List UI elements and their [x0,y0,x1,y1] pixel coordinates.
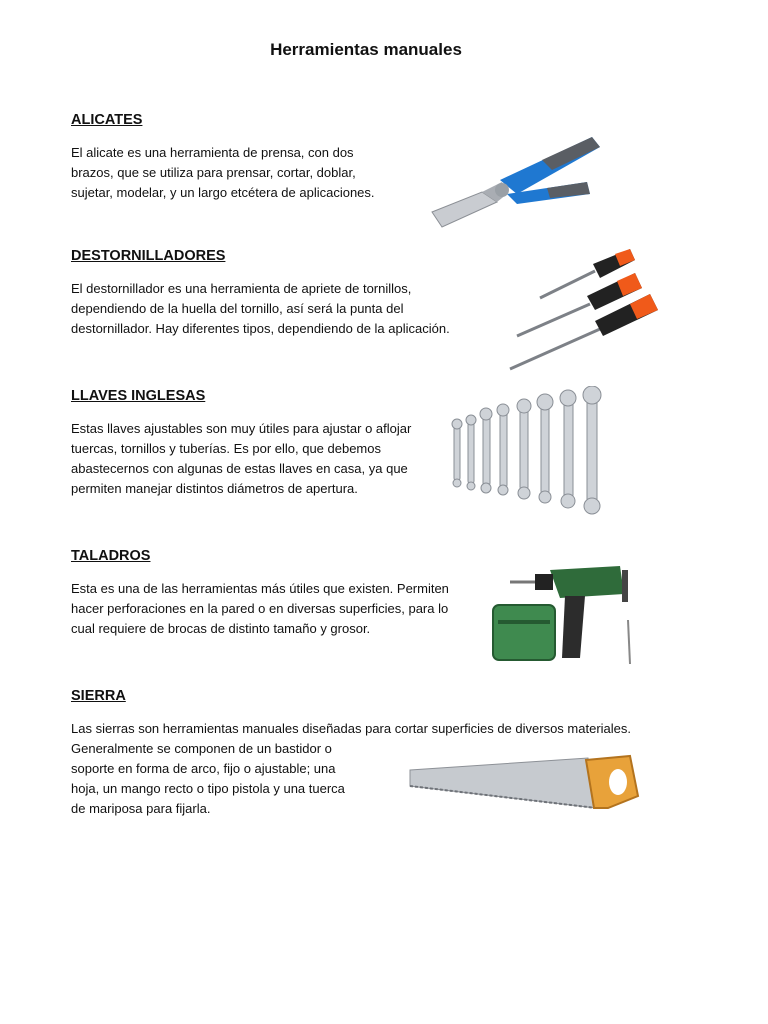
drill-image [490,560,638,670]
body-line: soporte en forma de arco, fijo o ajustable; una [71,761,336,776]
handsaw-image [408,752,640,818]
body-line: abastecernos con algunas de estas llaves en casa, ya que [71,461,408,476]
page-title: Herramientas manuales [270,40,462,59]
body-line: hacer perforaciones en la pared o en diversas superficies, para lo [71,601,449,616]
body-line: dependiendo de la huella del tornillo, así será la punta del [71,301,404,316]
section-heading-alicates: ALICATES [71,112,143,128]
body-line: Esta es una de las herramientas más útiles que existen. Permiten [71,581,449,596]
section-heading-llaves-inglesas: LLAVES INGLESAS [71,388,206,404]
body-line: de mariposa para fijarla. [71,801,211,816]
body-line: brazos, que se utiliza para prensar, cortar, doblar, [71,165,356,180]
body-line: permiten manejar distintos diámetros de apertura. [71,481,358,496]
wrenches-image [450,386,610,518]
body-line: Estas llaves ajustables son muy útiles para ajustar o aflojar [71,421,412,436]
section-heading-sierra: SIERRA [71,688,126,704]
body-line: cual requiere de brocas de distinto tamaño y grosor. [71,621,371,636]
body-line: destornillador. Hay diferentes tipos, dependiendo de la aplicación. [71,321,450,336]
section-heading-destornilladores: DESTORNILLADORES [71,248,226,264]
pliers-image [422,132,622,232]
body-line: sujetar, modelar, y un largo etcétera de aplicaciones. [71,185,375,200]
body-line: El destornillador es una herramienta de apriete de tornillos, [71,281,412,296]
section-body-alicates [71,143,375,203]
section-body-llaves-inglesas [71,419,411,499]
body-line: Las sierras son herramientas manuales diseñadas para cortar superficies de diversos materiales. [71,721,631,736]
body-line: El alicate es una herramienta de prensa, con dos [71,145,354,160]
section-body-destornilladores [71,279,450,339]
section-heading-taladros: TALADROS [71,548,151,564]
body-line: tuercas, tornillos y tuberías. Es por ello, que debemos [71,441,381,456]
screwdrivers-image [505,246,665,376]
body-line: hoja, un mango recto o tipo pistola y una tuerca [71,781,345,796]
body-line: Generalmente se componen de un bastidor o [71,741,332,756]
section-body-taladros [71,579,449,639]
